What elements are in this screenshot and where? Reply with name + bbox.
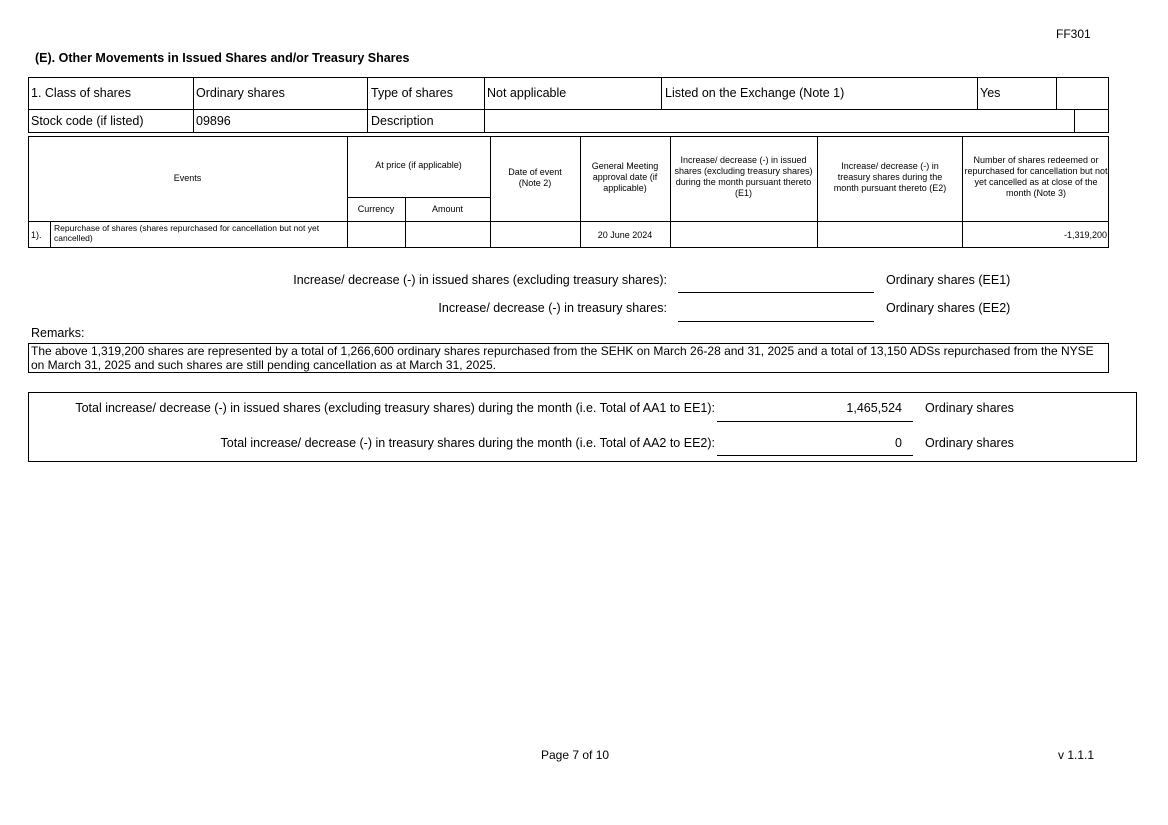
header-date-of-event: Date of event (Note 2) [508, 167, 562, 188]
class-of-shares-label: 1. Class of shares [31, 86, 132, 100]
ee2-label: Increase/ decrease (-) in treasury shares: [438, 301, 667, 315]
ee1-unit: Ordinary shares (EE1) [886, 273, 1011, 287]
remarks-text: The above 1,319,200 shares are represented by a total of 1,266,600 ordinary shares repurchased from the SEHK on March 26-28 and 31, 2025 and a total of 13,150 ADSs repurchased from the NYSE on March 31, 2025 and such shares are still pending cancellation as at March 31, 2025. [31, 344, 1094, 372]
ee1-underline [678, 292, 874, 293]
total-issued-label: Total increase/ decrease (-) in issued shares (excluding treasury shares) during the month (i.e. Total of AA1 to EE1): [75, 401, 715, 415]
header-at-price: At price (if applicable) [375, 160, 462, 170]
remarks-box [28, 343, 1109, 373]
row-index: 1). [31, 230, 42, 240]
header-increase-issued: Increase/ decrease (-) in issued shares (excluding treasury shares) during the month pursuant thereto (E1) [674, 155, 813, 198]
ee2-unit: Ordinary shares (EE2) [886, 301, 1011, 315]
row-event: Repurchase of shares (shares repurchased for cancellation but not yet cancelled) [54, 223, 320, 243]
section-title: (E). Other Movements in Issued Shares and/or Treasury Shares [35, 51, 410, 65]
class-of-shares-value: Ordinary shares [196, 86, 285, 100]
row-redeemed: -1,319,200 [1063, 230, 1107, 240]
header-events: Events [173, 173, 202, 183]
form-code: FF301 [1056, 27, 1091, 41]
header-number-redeemed: Number of shares redeemed or repurchased for cancellation but not yet cancelled as at close of the month (Note 3) [964, 155, 1108, 198]
total-issued-underline [717, 421, 913, 422]
total-issued-value: 1,465,524 [846, 401, 902, 415]
total-issued-unit: Ordinary shares [925, 401, 1014, 415]
header-increase-treasury: Increase/ decrease (-) in treasury shares during the month pursuant thereto (E2) [833, 161, 947, 193]
listed-label: Listed on the Exchange (Note 1) [665, 86, 845, 100]
total-treasury-label: Total increase/ decrease (-) in treasury shares during the month (i.e. Total of AA2 to EE2): [220, 436, 715, 450]
total-treasury-underline [717, 455, 913, 456]
header-currency: Currency [357, 204, 395, 214]
ee1-label: Increase/ decrease (-) in issued shares (excluding treasury shares): [293, 273, 667, 287]
total-treasury-value: 0 [895, 436, 902, 450]
type-of-shares-label: Type of shares [371, 86, 453, 100]
ee2-underline [678, 321, 874, 322]
total-treasury-unit: Ordinary shares [925, 436, 1014, 450]
header-general-meeting: General Meeting approval date (if applicable) [591, 161, 659, 193]
remarks-label: Remarks: [31, 326, 85, 340]
header-amount: Amount [431, 204, 464, 214]
stock-code-label: Stock code (if listed) [31, 114, 144, 128]
type-of-shares-value: Not applicable [487, 86, 567, 100]
description-label: Description [371, 114, 434, 128]
class-info-grid [28, 77, 1109, 133]
row-gm-date: 20 June 2024 [597, 230, 653, 240]
version: v 1.1.1 [1058, 748, 1095, 762]
page-number: Page 7 of 10 [541, 748, 610, 762]
listed-value: Yes [980, 86, 1001, 100]
stock-code-value: 09896 [196, 114, 231, 128]
